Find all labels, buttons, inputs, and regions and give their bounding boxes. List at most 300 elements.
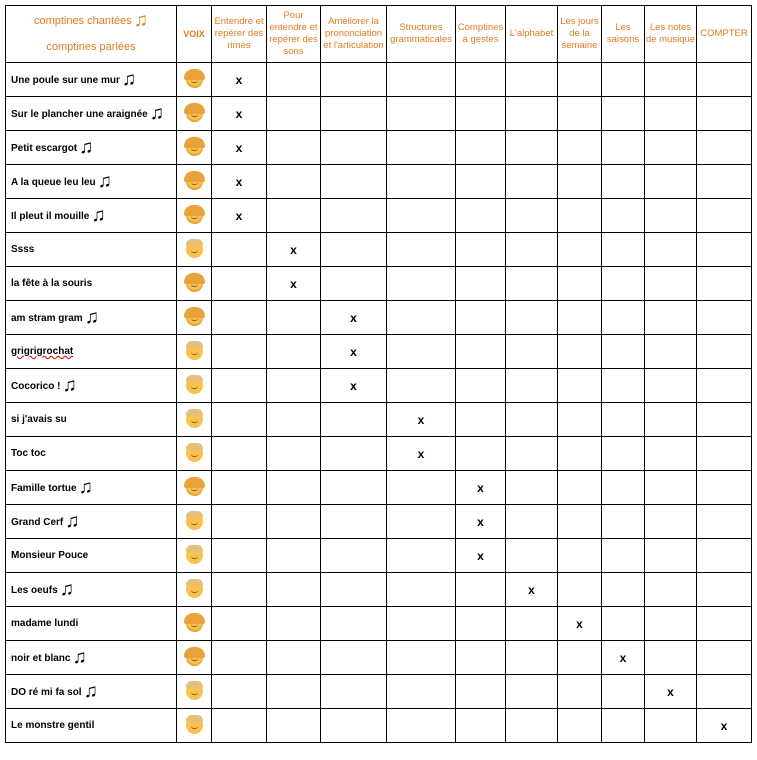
- mark-cell: [321, 63, 387, 97]
- mark-x: x: [350, 310, 357, 325]
- mark-cell: [506, 607, 558, 641]
- voice-cell: [177, 131, 212, 165]
- mark-cell: [321, 165, 387, 199]
- comptine-name-cell: [6, 539, 177, 573]
- music-note-icon: ♫: [97, 170, 112, 192]
- mark-cell: [212, 675, 267, 709]
- comptine-name: noir et blanc: [11, 652, 71, 664]
- mark-cell: [267, 63, 321, 97]
- table-row: [6, 165, 752, 199]
- mark-cell: [506, 539, 558, 573]
- mark-cell: [212, 505, 267, 539]
- mark-cell: [602, 573, 645, 607]
- comptine-name-cell: [6, 369, 177, 403]
- woman-face-icon: [186, 479, 203, 496]
- mark-cell: [387, 267, 456, 301]
- mark-cell: [456, 267, 506, 301]
- mark-cell: [558, 369, 602, 403]
- man-face-icon: [186, 581, 203, 598]
- man-face-icon: [186, 411, 203, 428]
- mark-cell: [456, 335, 506, 369]
- mark-cell: [558, 301, 602, 335]
- header-col-9: COMPTER: [697, 6, 752, 63]
- mark-cell: [212, 641, 267, 675]
- mark-cell: [321, 641, 387, 675]
- comptine-name-cell: [6, 267, 177, 301]
- mark-cell: [697, 165, 752, 199]
- mark-cell: [697, 267, 752, 301]
- mark-cell: [321, 539, 387, 573]
- mark-cell: [387, 97, 456, 131]
- mark-cell: [267, 301, 321, 335]
- man-face-icon: [186, 717, 203, 734]
- comptine-name: Le monstre gentil: [11, 720, 95, 731]
- mark-cell: [506, 63, 558, 97]
- comptine-name: A la queue leu leu: [11, 176, 96, 188]
- mark-cell: [267, 437, 321, 471]
- mark-cell: [267, 709, 321, 743]
- mark-cell: [506, 199, 558, 233]
- mark-x: x: [350, 344, 357, 359]
- voice-cell: [177, 301, 212, 335]
- mark-x: x: [528, 582, 535, 597]
- mark-cell: [212, 369, 267, 403]
- comptine-name: la fête à la souris: [11, 278, 93, 289]
- mark-cell: [321, 97, 387, 131]
- mark-cell: [321, 437, 387, 471]
- music-note-icon: ♫: [121, 68, 137, 90]
- mark-x: x: [477, 514, 484, 529]
- mark-cell: [506, 573, 558, 607]
- table-row: [6, 505, 752, 539]
- table-row: [6, 403, 752, 437]
- music-note-icon: ♫: [72, 646, 87, 668]
- mark-cell: [697, 97, 752, 131]
- mark-cell: [697, 403, 752, 437]
- mark-x: x: [619, 650, 627, 665]
- mark-cell: [456, 641, 506, 675]
- mark-cell: [212, 233, 267, 267]
- music-note-icon: ♫: [91, 204, 106, 226]
- mark-x: x: [477, 548, 484, 563]
- woman-face-icon: [186, 139, 203, 156]
- mark-x: x: [350, 378, 357, 393]
- header-sung-label: comptines chantées: [33, 15, 132, 27]
- woman-face-icon: [186, 105, 203, 122]
- mark-cell: [456, 573, 506, 607]
- voice-cell: [177, 505, 212, 539]
- comptine-name: Cocorico !: [11, 380, 61, 392]
- woman-face-icon: [186, 275, 203, 292]
- mark-cell: [602, 403, 645, 437]
- mark-cell: [506, 97, 558, 131]
- mark-cell: [645, 335, 697, 369]
- woman-face-icon: [186, 71, 203, 88]
- mark-cell: [456, 675, 506, 709]
- mark-cell: [602, 539, 645, 573]
- mark-cell: [212, 573, 267, 607]
- mark-cell: [506, 335, 558, 369]
- mark-cell: [558, 709, 602, 743]
- mark-cell: [602, 369, 645, 403]
- comptine-name-cell: [6, 675, 177, 709]
- mark-cell: [456, 369, 506, 403]
- table-row: [6, 233, 752, 267]
- mark-cell: [212, 709, 267, 743]
- mark-cell: [212, 97, 267, 131]
- mark-cell: [558, 573, 602, 607]
- mark-cell: [697, 199, 752, 233]
- comptine-name-cell: [6, 437, 177, 471]
- mark-cell: [645, 505, 697, 539]
- mark-cell: [456, 165, 506, 199]
- comptine-name-cell: [6, 505, 177, 539]
- mark-cell: [387, 233, 456, 267]
- voice-cell: [177, 165, 212, 199]
- mark-cell: [602, 471, 645, 505]
- mark-cell: [697, 539, 752, 573]
- voice-cell: [177, 573, 212, 607]
- mark-x: x: [235, 208, 243, 223]
- table-row: [6, 437, 752, 471]
- mark-cell: [645, 573, 697, 607]
- mark-cell: [321, 709, 387, 743]
- mark-cell: [645, 539, 697, 573]
- voice-cell: [177, 641, 212, 675]
- mark-cell: [558, 505, 602, 539]
- mark-cell: [267, 97, 321, 131]
- mark-cell: [212, 403, 267, 437]
- mark-cell: [506, 471, 558, 505]
- mark-cell: [212, 607, 267, 641]
- woman-face-icon: [186, 207, 203, 224]
- header-col-1: Pour entendre et repérer des sons: [267, 6, 321, 63]
- comptine-name-cell: [6, 607, 177, 641]
- header-row: [6, 6, 752, 63]
- mark-cell: [697, 63, 752, 97]
- comptine-name-cell: [6, 335, 177, 369]
- mark-cell: [558, 63, 602, 97]
- mark-cell: [506, 641, 558, 675]
- mark-cell: [212, 335, 267, 369]
- mark-cell: [602, 301, 645, 335]
- mark-cell: [387, 403, 456, 437]
- mark-cell: [456, 233, 506, 267]
- mark-cell: [558, 199, 602, 233]
- voice-cell: [177, 199, 212, 233]
- table-row: [6, 97, 752, 131]
- mark-cell: [387, 63, 456, 97]
- mark-cell: [506, 233, 558, 267]
- mark-cell: [506, 131, 558, 165]
- mark-cell: [558, 267, 602, 301]
- mark-cell: [697, 505, 752, 539]
- table-row: [6, 335, 752, 369]
- mark-cell: [506, 267, 558, 301]
- mark-cell: [456, 505, 506, 539]
- voice-cell: [177, 675, 212, 709]
- voice-cell: [177, 233, 212, 267]
- mark-cell: [602, 709, 645, 743]
- man-face-icon: [186, 445, 203, 462]
- mark-x: x: [235, 72, 243, 87]
- mark-cell: [602, 199, 645, 233]
- mark-cell: [456, 131, 506, 165]
- mark-cell: [387, 301, 456, 335]
- mark-cell: [558, 641, 602, 675]
- mark-cell: [602, 267, 645, 301]
- music-note-icon: ♫: [84, 306, 99, 328]
- man-face-icon: [186, 683, 203, 700]
- mark-cell: [387, 539, 456, 573]
- comptine-name: Une poule sur une mur: [11, 74, 120, 86]
- man-face-icon: [186, 513, 203, 530]
- mark-x: x: [290, 276, 297, 291]
- mark-cell: [267, 403, 321, 437]
- mark-cell: [212, 471, 267, 505]
- mark-cell: [558, 539, 602, 573]
- comptine-name-cell: [6, 233, 177, 267]
- header-spoken-label: comptines parlées: [46, 41, 136, 53]
- mark-cell: [697, 131, 752, 165]
- mark-cell: [558, 403, 602, 437]
- mark-cell: [387, 675, 456, 709]
- mark-cell: [267, 335, 321, 369]
- mark-cell: [506, 675, 558, 709]
- voice-cell: [177, 369, 212, 403]
- table-body: [6, 63, 752, 743]
- mark-cell: [212, 199, 267, 233]
- mark-cell: [212, 301, 267, 335]
- mark-cell: [602, 131, 645, 165]
- mark-cell: [321, 675, 387, 709]
- comptine-name-cell: [6, 165, 177, 199]
- comptines-table: [5, 5, 752, 743]
- mark-cell: [267, 607, 321, 641]
- mark-cell: [697, 369, 752, 403]
- comptine-name-cell: [6, 709, 177, 743]
- voice-cell: [177, 607, 212, 641]
- mark-cell: [456, 437, 506, 471]
- mark-x: x: [417, 446, 425, 461]
- woman-face-icon: [186, 615, 203, 632]
- table-row: [6, 675, 752, 709]
- mark-cell: [697, 301, 752, 335]
- voice-cell: [177, 63, 212, 97]
- mark-cell: [602, 675, 645, 709]
- mark-cell: [321, 607, 387, 641]
- comptine-name: si j'avais su: [11, 414, 67, 425]
- mark-cell: [387, 641, 456, 675]
- mark-cell: [212, 165, 267, 199]
- header-col-4: Comptines à gestes: [456, 6, 506, 63]
- table-row: [6, 539, 752, 573]
- header-col-7: Les saisons: [602, 6, 645, 63]
- mark-cell: [456, 539, 506, 573]
- man-face-icon: [186, 241, 203, 258]
- comptine-name: Sur le plancher une araignée: [11, 108, 148, 120]
- mark-cell: [602, 641, 645, 675]
- mark-cell: [645, 233, 697, 267]
- header-col-0: Entendre et repérer des rimes: [212, 6, 267, 63]
- mark-cell: [387, 437, 456, 471]
- mark-cell: [558, 607, 602, 641]
- woman-face-icon: [186, 173, 203, 190]
- comptine-name: Grand Cerf: [11, 516, 64, 528]
- header-col-6: Les jours de la semaine: [558, 6, 602, 63]
- mark-cell: [697, 573, 752, 607]
- mark-cell: [387, 199, 456, 233]
- mark-x: x: [417, 412, 425, 427]
- mark-cell: [645, 403, 697, 437]
- mark-cell: [321, 369, 387, 403]
- header-col-2: Améliorer la prononciation et l'articulation: [321, 6, 387, 63]
- man-face-icon: [186, 547, 203, 564]
- header-col-8: Les notes de musique: [645, 6, 697, 63]
- mark-cell: [602, 97, 645, 131]
- mark-cell: [212, 63, 267, 97]
- mark-cell: [387, 131, 456, 165]
- voice-cell: [177, 403, 212, 437]
- comptine-name-cell: [6, 97, 177, 131]
- music-note-icon: ♫: [79, 136, 94, 158]
- mark-cell: [697, 607, 752, 641]
- man-face-icon: [186, 377, 203, 394]
- mark-cell: [558, 437, 602, 471]
- mark-cell: [267, 505, 321, 539]
- mark-cell: [697, 709, 752, 743]
- mark-cell: [645, 63, 697, 97]
- mark-cell: [697, 233, 752, 267]
- comptine-name: Monsieur Pouce: [11, 550, 89, 561]
- mark-cell: [456, 403, 506, 437]
- mark-cell: [321, 267, 387, 301]
- mark-cell: [645, 131, 697, 165]
- mark-cell: [267, 233, 321, 267]
- comptine-name-cell: [6, 63, 177, 97]
- mark-cell: [645, 437, 697, 471]
- table-row: [6, 709, 752, 743]
- mark-cell: [387, 709, 456, 743]
- voice-cell: [177, 97, 212, 131]
- music-note-icon: ♫: [83, 680, 98, 702]
- comptine-name: Ssss: [11, 244, 35, 255]
- table-row: [6, 301, 752, 335]
- voice-cell: [177, 471, 212, 505]
- comptine-name: Il pleut il mouille: [11, 210, 90, 222]
- mark-cell: [506, 165, 558, 199]
- table-row: [6, 63, 752, 97]
- voice-cell: [177, 335, 212, 369]
- header-comptines-type: [6, 6, 177, 63]
- mark-cell: [697, 675, 752, 709]
- mark-cell: [321, 233, 387, 267]
- mark-cell: [645, 675, 697, 709]
- mark-x: x: [720, 718, 728, 733]
- comptine-name: Les oeufs: [11, 584, 58, 596]
- mark-cell: [267, 675, 321, 709]
- table-row: [6, 369, 752, 403]
- mark-cell: [387, 335, 456, 369]
- table-row: [6, 607, 752, 641]
- mark-x: x: [235, 174, 243, 189]
- comptine-name-cell: [6, 199, 177, 233]
- mark-cell: [387, 607, 456, 641]
- mark-cell: [212, 131, 267, 165]
- mark-cell: [645, 97, 697, 131]
- table-row: [6, 267, 752, 301]
- mark-cell: [697, 471, 752, 505]
- mark-cell: [456, 471, 506, 505]
- mark-cell: [645, 641, 697, 675]
- mark-cell: [645, 267, 697, 301]
- comptine-name-cell: [6, 573, 177, 607]
- mark-cell: [558, 165, 602, 199]
- mark-cell: [506, 437, 558, 471]
- music-note-icon: ♫: [149, 102, 164, 124]
- mark-cell: [602, 437, 645, 471]
- voice-cell: [177, 267, 212, 301]
- mark-cell: [558, 97, 602, 131]
- mark-cell: [645, 607, 697, 641]
- mark-cell: [267, 573, 321, 607]
- mark-cell: [321, 335, 387, 369]
- mark-cell: [645, 301, 697, 335]
- mark-cell: [456, 709, 506, 743]
- mark-x: x: [290, 242, 297, 257]
- header-voix: VOIX: [177, 6, 212, 63]
- header-col-3: Structures grammaticales: [387, 6, 456, 63]
- mark-cell: [697, 437, 752, 471]
- mark-cell: [321, 505, 387, 539]
- mark-x: x: [235, 106, 243, 121]
- table-row: [6, 641, 752, 675]
- mark-cell: [387, 471, 456, 505]
- mark-cell: [387, 505, 456, 539]
- mark-cell: [387, 369, 456, 403]
- comptine-name-cell: [6, 471, 177, 505]
- comptine-name-cell: [6, 131, 177, 165]
- mark-cell: [267, 539, 321, 573]
- mark-cell: [212, 437, 267, 471]
- mark-x: x: [477, 480, 484, 495]
- mark-cell: [506, 301, 558, 335]
- mark-cell: [321, 199, 387, 233]
- mark-cell: [321, 301, 387, 335]
- man-face-icon: [186, 343, 203, 360]
- mark-cell: [212, 539, 267, 573]
- table-row: [6, 573, 752, 607]
- mark-cell: [321, 573, 387, 607]
- woman-face-icon: [186, 649, 203, 666]
- mark-cell: [602, 335, 645, 369]
- mark-cell: [645, 199, 697, 233]
- mark-cell: [267, 471, 321, 505]
- header-col-5: L'alphabet: [506, 6, 558, 63]
- comptine-name-cell: [6, 641, 177, 675]
- comptine-name: grigrigrochat: [11, 346, 74, 357]
- mark-cell: [506, 505, 558, 539]
- mark-cell: [387, 573, 456, 607]
- mark-cell: [602, 233, 645, 267]
- music-note-icon: ♫: [62, 374, 77, 396]
- mark-cell: [645, 165, 697, 199]
- music-note-icon: ♫: [65, 510, 80, 532]
- mark-cell: [267, 165, 321, 199]
- mark-cell: [267, 199, 321, 233]
- mark-cell: [645, 369, 697, 403]
- mark-cell: [321, 471, 387, 505]
